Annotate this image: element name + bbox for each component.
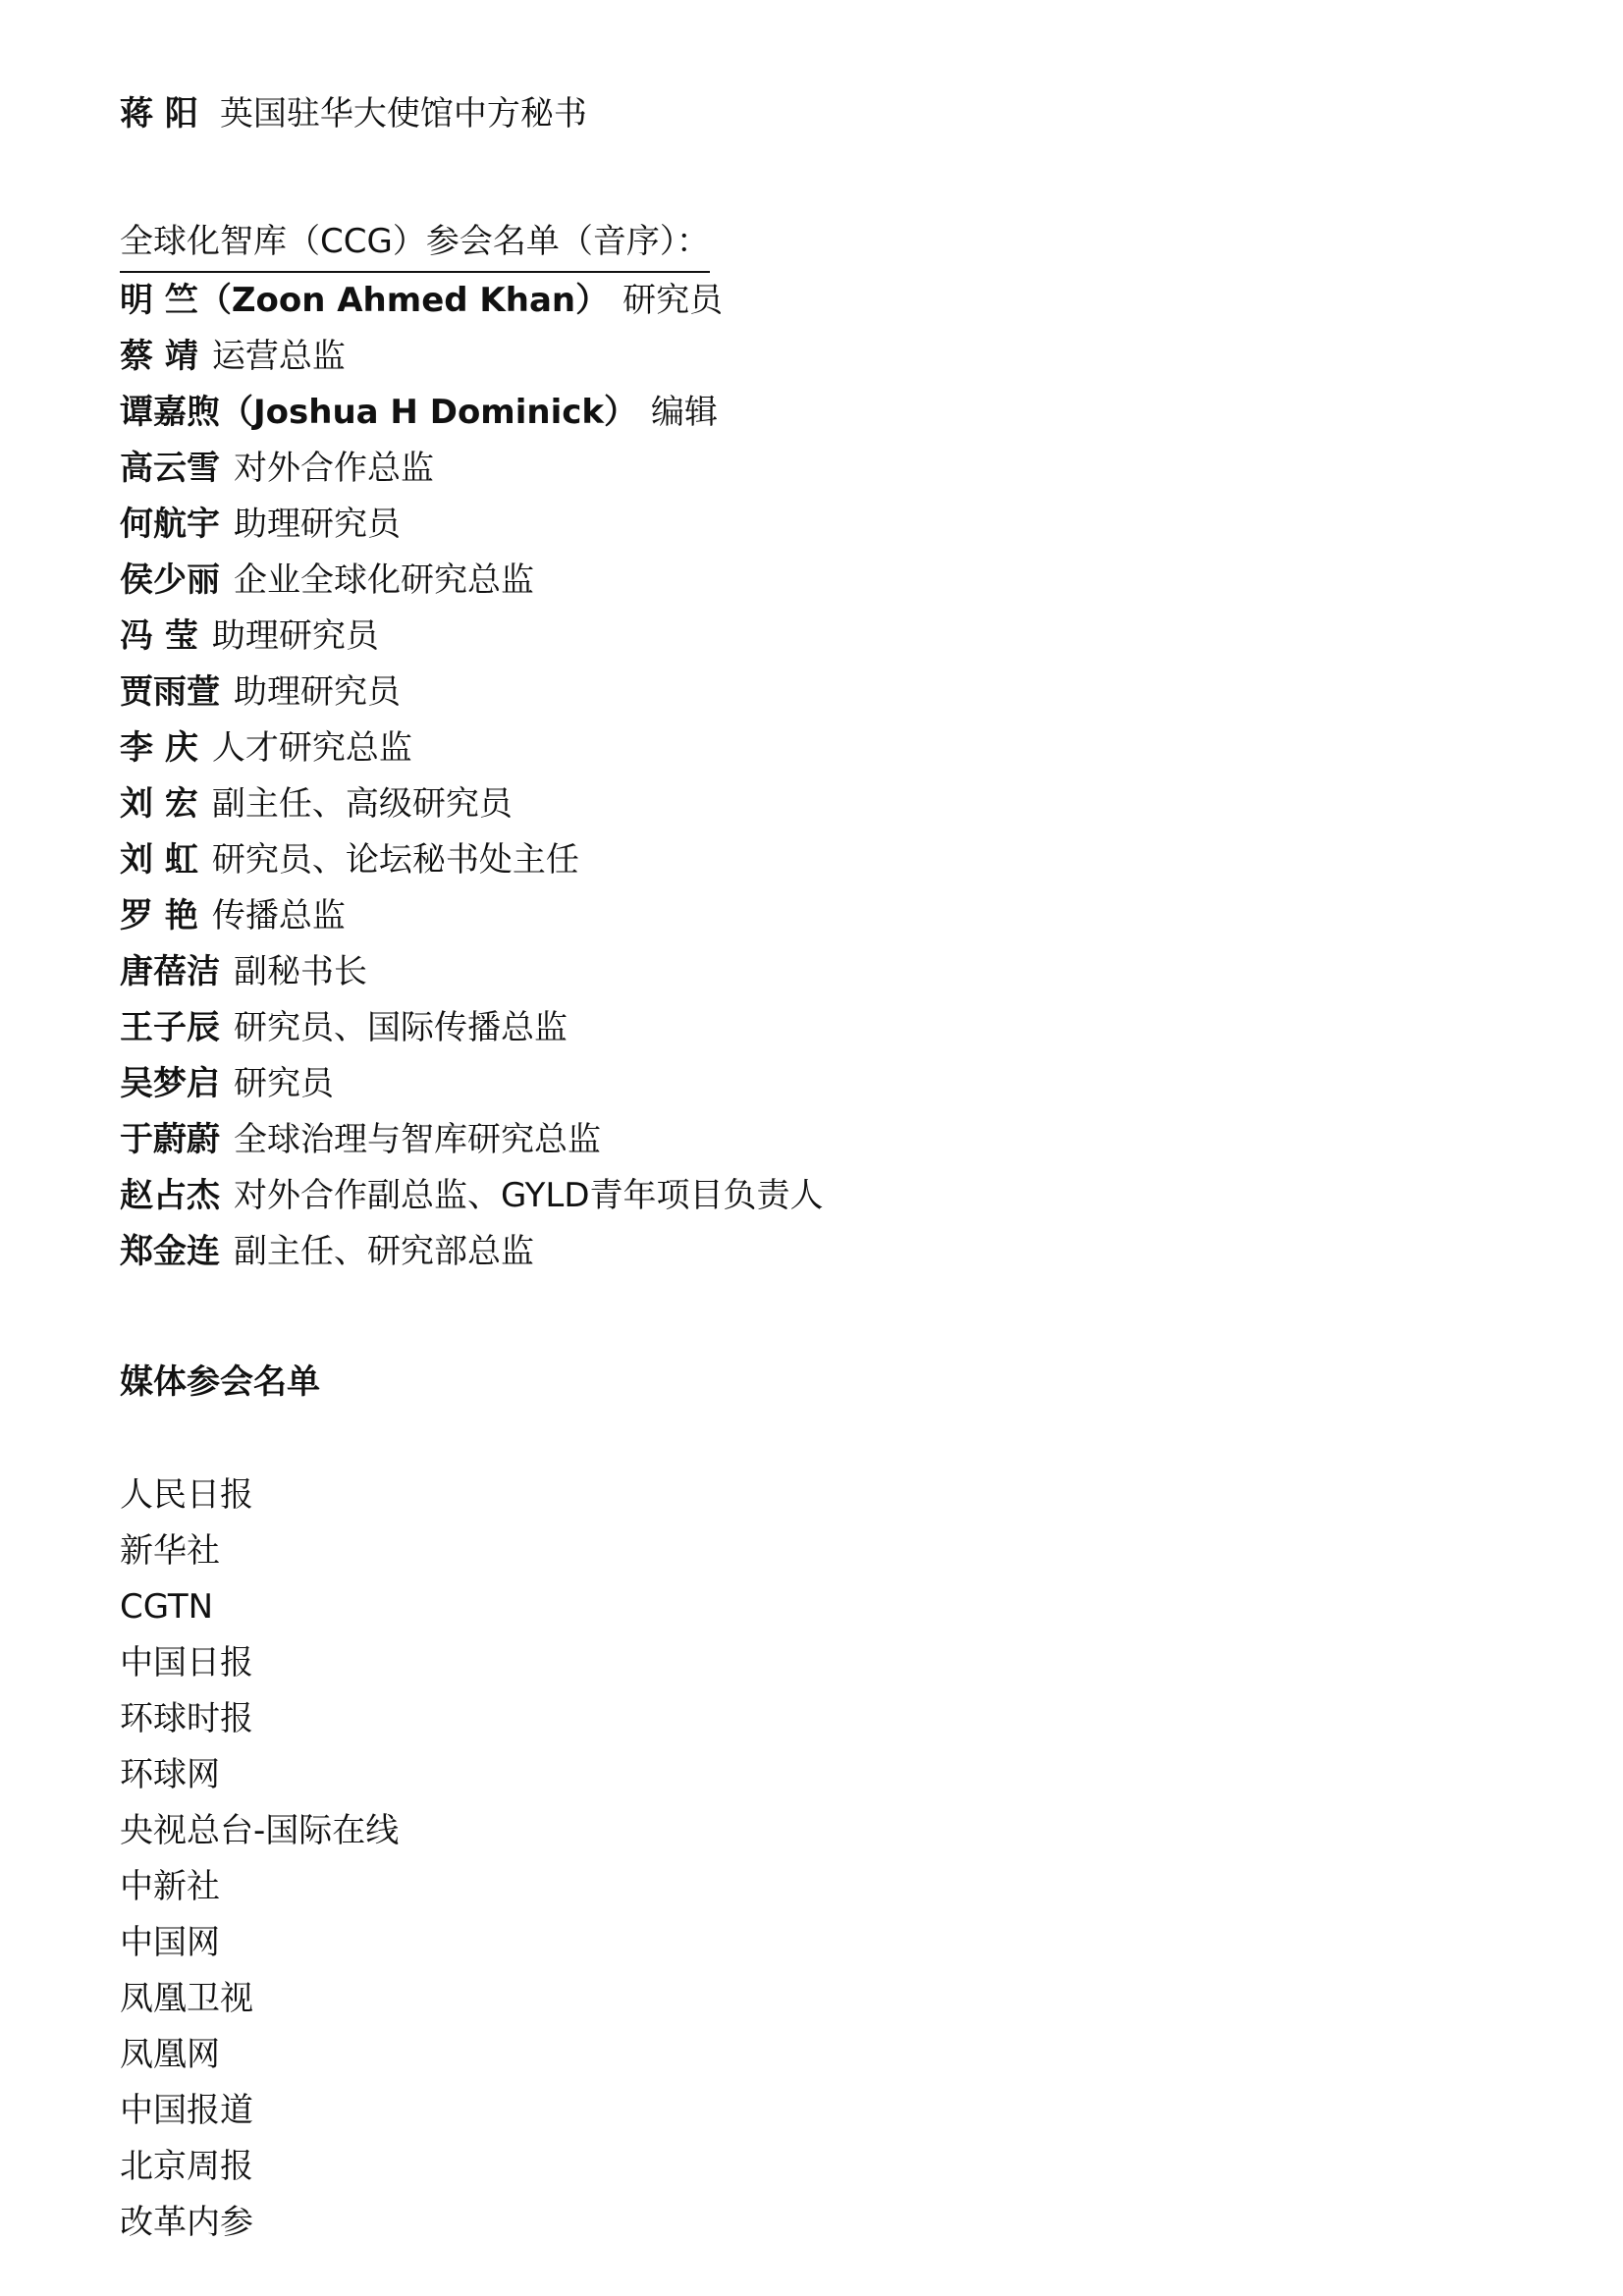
member-role: 人才研究总监	[211, 728, 412, 768]
member-role: 研究员、论坛秘书处主任	[211, 840, 579, 880]
ccg-member	[120, 1168, 1623, 1224]
member-role: 副秘书长	[234, 952, 367, 991]
media-item: 环球网	[120, 1755, 220, 1794]
media-item: 中国日报	[120, 1643, 253, 1682]
ccg-member	[120, 553, 1623, 609]
ccg-member	[120, 497, 1623, 553]
ccg-member	[120, 1224, 1623, 1280]
ccg-section-title: 全球化智库（CCG）参会名单（音序）：	[120, 217, 710, 273]
ccg-member	[120, 832, 1623, 888]
ccg-member	[120, 776, 1623, 832]
media-item: 改革内参	[120, 2203, 253, 2242]
intro-role: 英国驻华大使馆中方秘书	[219, 94, 587, 133]
member-role: 助理研究员	[234, 672, 401, 712]
media-item: CGTN	[120, 1587, 214, 1627]
member-name: 明 竺（Zoon Ahmed Khan）	[120, 281, 610, 320]
member-name: 高云雪	[120, 449, 220, 488]
media-item: 北京周报	[120, 2147, 253, 2186]
member-name: 于蔚蔚	[120, 1120, 220, 1159]
media-item: 环球时报	[120, 1699, 253, 1738]
ccg-member-list	[120, 273, 1623, 1280]
intro-name: 蒋 阳	[120, 94, 198, 133]
media-item: 凤凰卫视	[120, 1979, 253, 2018]
member-name: 郑金连	[120, 1232, 220, 1271]
ccg-member	[120, 273, 1623, 329]
ccg-member	[120, 721, 1623, 776]
member-role: 助理研究员	[211, 616, 379, 656]
member-role: 全球治理与智库研究总监	[234, 1120, 601, 1159]
member-name: 侯少丽	[120, 561, 220, 600]
member-role: 研究员	[234, 1064, 334, 1103]
ccg-member	[120, 1056, 1623, 1112]
member-role: 研究员	[622, 281, 724, 320]
ccg-member	[120, 329, 1623, 385]
member-role: 副主任、研究部总监	[234, 1232, 534, 1271]
ccg-member	[120, 944, 1623, 1000]
member-name: 罗 艳	[120, 896, 198, 935]
media-item: 人民日报	[120, 1475, 253, 1515]
intro-entry	[120, 86, 1623, 142]
member-name: 谭嘉煦（Joshua H Dominick）	[120, 393, 638, 432]
media-section	[120, 1355, 1623, 2251]
member-role: 对外合作副总监、GYLD青年项目负责人	[234, 1176, 824, 1215]
member-role: 运营总监	[211, 337, 346, 376]
ccg-member	[120, 888, 1623, 944]
media-item: 新华社	[120, 1531, 220, 1571]
media-item: 中新社	[120, 1867, 220, 1906]
member-role: 传播总监	[211, 896, 346, 935]
member-name: 贾雨萱	[120, 672, 220, 712]
member-name: 唐蓓洁	[120, 952, 220, 991]
ccg-member	[120, 1112, 1623, 1168]
ccg-member	[120, 385, 1623, 441]
ccg-section	[120, 217, 1623, 1280]
member-name: 刘 虹	[120, 840, 198, 880]
ccg-member	[120, 441, 1623, 497]
member-name: 赵占杰	[120, 1176, 220, 1215]
ccg-member	[120, 1000, 1623, 1056]
member-name: 王子辰	[120, 1008, 220, 1047]
member-role: 编辑	[651, 393, 719, 432]
media-item: 央视总台-国际在线	[120, 1811, 400, 1850]
media-item: 中国报道	[120, 2091, 253, 2130]
media-item: 凤凰网	[120, 2035, 220, 2074]
member-role: 助理研究员	[234, 505, 401, 544]
ccg-member	[120, 665, 1623, 721]
media-list	[120, 1468, 1623, 2251]
ccg-member	[120, 609, 1623, 665]
member-role: 研究员、国际传播总监	[234, 1008, 568, 1047]
member-role: 企业全球化研究总监	[234, 561, 534, 600]
media-section-title: 媒体参会名单	[120, 1362, 320, 1402]
member-role: 对外合作总监	[234, 449, 434, 488]
member-role: 副主任、高级研究员	[211, 784, 513, 824]
member-name: 蔡 靖	[120, 337, 198, 376]
member-name: 冯 莹	[120, 616, 198, 656]
member-name: 何航宇	[120, 505, 220, 544]
media-item: 中国网	[120, 1923, 220, 1962]
member-name: 李 庆	[120, 728, 198, 768]
member-name: 吴梦启	[120, 1064, 220, 1103]
member-name: 刘 宏	[120, 784, 198, 824]
